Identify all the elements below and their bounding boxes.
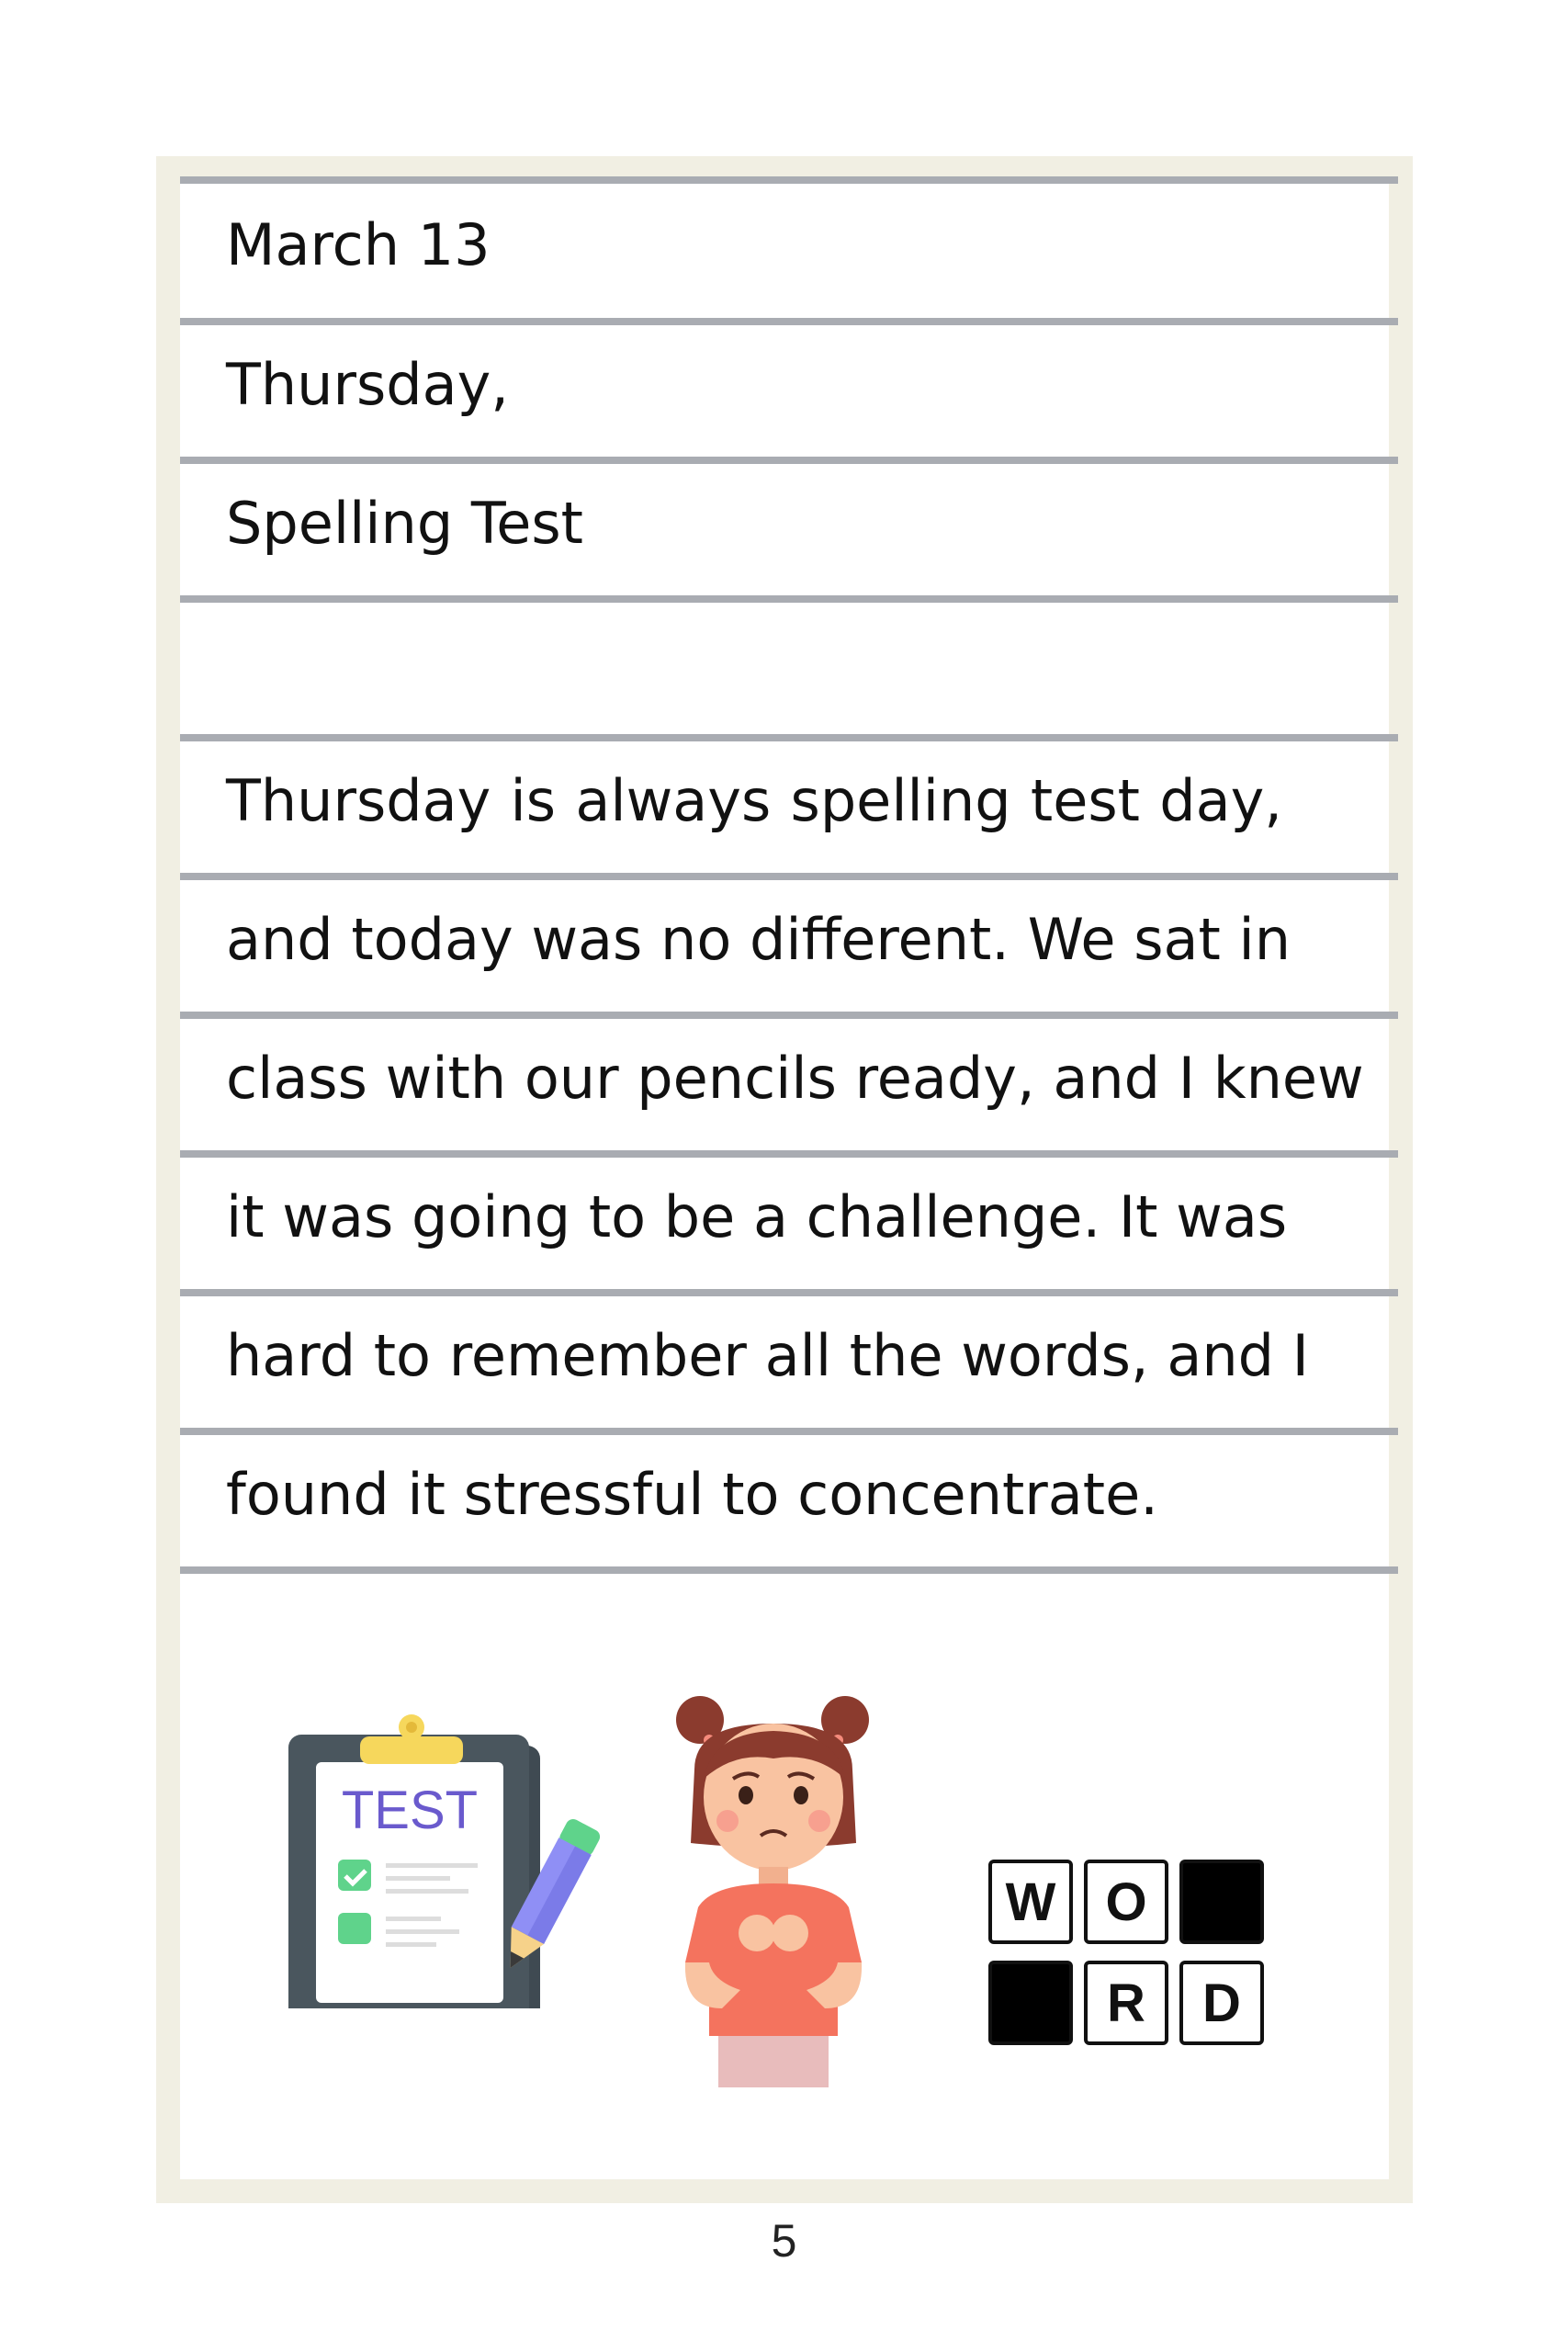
word-tiles-icon [988, 1860, 1273, 2062]
page-number: 5 [771, 2215, 797, 2267]
entry-day: Thursday, [226, 351, 510, 418]
rule-line [180, 1289, 1398, 1296]
pencil-icon [492, 1806, 603, 1990]
rule-line [180, 1428, 1398, 1435]
rule-line [180, 1150, 1398, 1158]
word-tile-blank [1179, 1860, 1264, 1944]
rule-line [180, 318, 1398, 325]
word-tile: D [1179, 1961, 1264, 2045]
worried-girl-icon [658, 1687, 897, 2100]
body-line: Thursday is always spelling test day, [226, 767, 1282, 834]
rule-line [180, 1012, 1398, 1019]
word-tile: R [1084, 1961, 1168, 2045]
body-line: found it stressful to concentrate. [226, 1461, 1158, 1528]
rule-line [180, 457, 1398, 464]
lined-paper [180, 180, 1389, 2179]
illustration-row [180, 1687, 1389, 2100]
body-line: class with our pencils ready, and I knew [226, 1045, 1364, 1112]
word-tile: O [1084, 1860, 1168, 1944]
body-line: hard to remember all the words, and I [226, 1322, 1309, 1389]
word-tile-blank [988, 1961, 1073, 2045]
entry-title: Spelling Test [226, 490, 583, 557]
rule-line [180, 734, 1398, 741]
body-line: it was going to be a challenge. It was [226, 1183, 1288, 1250]
entry-date: March 13 [226, 211, 491, 278]
rule-line [180, 176, 1398, 184]
rule-line [180, 595, 1398, 603]
rule-line [180, 1566, 1398, 1574]
word-tile: W [988, 1860, 1073, 1944]
body-line: and today was no different. We sat in [226, 906, 1292, 973]
clipboard-label: TEST [341, 1781, 479, 1840]
page-frame [156, 156, 1413, 2203]
rule-line [180, 873, 1398, 880]
